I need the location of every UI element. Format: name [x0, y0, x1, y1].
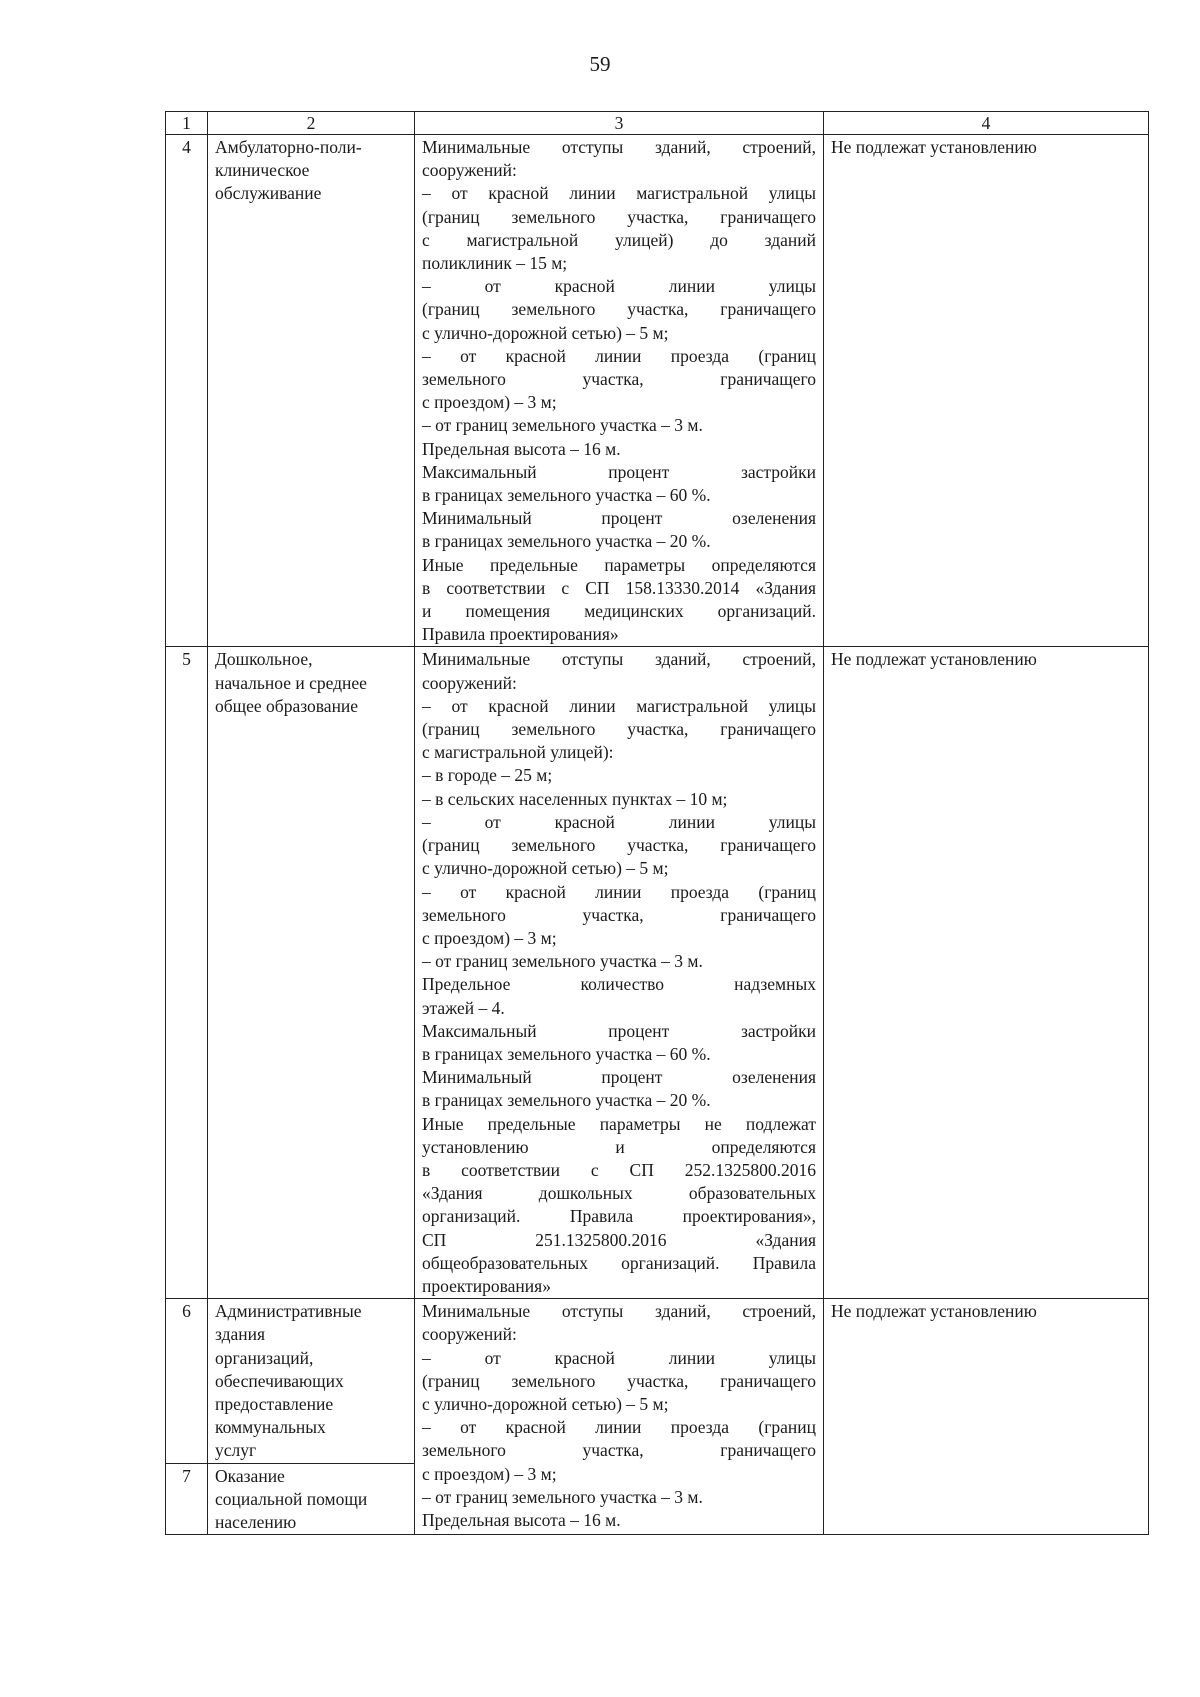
cell-line: – от красной линии проезда (границ [422, 345, 816, 366]
cell-line: Минимальные отступы зданий, строений, [422, 1301, 816, 1322]
cell-line: с улично-дорожной сетью) – 5 м; [422, 322, 669, 343]
cell-line: с магистральной улицей) до зданий [422, 229, 816, 250]
cell-line: с проездом) – 3 м; [422, 927, 557, 948]
cell-line: земельного участка, граничащего [422, 369, 816, 390]
other-limits: Не подлежат установлению [824, 1299, 1149, 1535]
row-number: 6 [166, 1299, 208, 1463]
cell-line: этажей – 4. [422, 997, 505, 1018]
cell-line: начальное и среднее [215, 672, 367, 693]
cell-line: в границах земельного участка – 60 %. [422, 485, 711, 506]
cell-line: здания [215, 1324, 266, 1345]
cell-line: – от границ земельного участка – 3 м. [422, 415, 703, 436]
row-number: 5 [166, 647, 208, 1299]
other-limits: Не подлежат установлению [824, 647, 1149, 1299]
header-col-2: 2 [208, 112, 415, 135]
row-number: 4 [166, 135, 208, 647]
cell-line: организаций, [215, 1347, 314, 1368]
cell-line: – от красной линии улицы [422, 1347, 816, 1368]
cell-line: Иные предельные параметры определяются [422, 554, 816, 575]
cell-line: Правила проектирования» [422, 624, 619, 645]
cell-line: Амбулаторно-поли- [215, 137, 362, 157]
cell-line: (границ земельного участка, граничащего [422, 835, 816, 856]
cell-line: населению [215, 1511, 297, 1532]
header-row [166, 112, 1149, 135]
limit-parameters [415, 1299, 824, 1535]
limit-parameters [415, 647, 824, 1299]
cell-line: Минимальные отступы зданий, строений, [422, 137, 816, 157]
page-number: 59 [589, 52, 611, 76]
cell-line: Предельная высота – 16 м. [422, 438, 621, 459]
cell-line: с проездом) – 3 м; [422, 1463, 557, 1484]
use-type-name [208, 1463, 415, 1535]
cell-line: (границ земельного участка, граничащего [422, 1370, 816, 1391]
row-number: 7 [166, 1463, 208, 1535]
cell-line: поликлиник – 15 м; [422, 253, 568, 274]
cell-line: социальной помощи [215, 1488, 368, 1509]
cell-line: сооружений: [422, 1324, 517, 1345]
regulations-table [165, 111, 1149, 1535]
use-type-name [208, 647, 415, 1299]
cell-line: (границ земельного участка, граничащего [422, 299, 816, 320]
cell-line: общее образование [215, 695, 359, 716]
cell-line: общеобразовательных организаций. Правила [422, 1252, 816, 1273]
cell-line: обслуживание [215, 183, 322, 204]
cell-line: – от красной линии улицы [422, 276, 816, 297]
cell-line: Оказание [215, 1465, 285, 1486]
header-col-4: 4 [824, 112, 1149, 135]
cell-line: – от красной линии магистральной улицы [422, 183, 816, 204]
cell-line: предоставление [215, 1393, 334, 1414]
limit-parameters [415, 135, 824, 647]
cell-line: – от красной линии проезда (границ [422, 1417, 816, 1438]
cell-line: с проездом) – 3 м; [422, 392, 557, 413]
cell-line: установлению и определяются [422, 1136, 816, 1157]
cell-line: Минимальный процент озеленения [422, 1067, 816, 1088]
cell-line: и помещения медицинских организаций. [422, 601, 816, 622]
cell-line: Административные [215, 1301, 362, 1322]
use-type-name [208, 1299, 415, 1463]
cell-line: – в сельских населенных пунктах – 10 м; [422, 788, 728, 809]
cell-line: обеспечивающих [215, 1370, 344, 1391]
cell-line: – в городе – 25 м; [422, 765, 553, 786]
cell-line: – от границ земельного участка – 3 м. [422, 951, 703, 972]
cell-line: коммунальных [215, 1417, 326, 1438]
cell-line: Предельная высота – 16 м. [422, 1509, 621, 1530]
other-limits: Не подлежат установлению [824, 135, 1149, 647]
cell-line: в границах земельного участка – 60 %. [422, 1043, 711, 1064]
use-type-name [208, 135, 415, 647]
cell-line: (границ земельного участка, граничащего [422, 719, 816, 740]
cell-line: с магистральной улицей): [422, 742, 614, 763]
header-col-1: 1 [166, 112, 208, 135]
cell-line: сооружений: [422, 160, 517, 181]
cell-line: (границ земельного участка, граничащего [422, 206, 816, 227]
cell-line: земельного участка, граничащего [422, 1440, 816, 1461]
cell-line: с улично-дорожной сетью) – 5 м; [422, 1393, 669, 1414]
cell-line: в соответствии с СП 158.13330.2014 «Здания [422, 577, 816, 598]
table-row [166, 135, 1149, 647]
cell-line: проектирования» [422, 1275, 551, 1296]
cell-line: в границах земельного участка – 20 %. [422, 531, 711, 552]
cell-line: Минимальные отступы зданий, строений, [422, 649, 816, 670]
cell-line: услуг [215, 1440, 257, 1461]
cell-line: – от красной линии проезда (границ [422, 881, 816, 902]
table-row [166, 1299, 1149, 1463]
cell-line: сооружений: [422, 672, 517, 693]
cell-line: Дошкольное, [215, 649, 313, 670]
cell-line: Предельное количество надземных [422, 974, 816, 995]
cell-line: – от границ земельного участка – 3 м. [422, 1486, 703, 1507]
cell-line: «Здания дошкольных образовательных [422, 1183, 816, 1204]
cell-line: – от красной линии улицы [422, 811, 816, 832]
cell-line: с улично-дорожной сетью) – 5 м; [422, 858, 669, 879]
cell-line: земельного участка, граничащего [422, 904, 816, 925]
header-col-3: 3 [415, 112, 824, 135]
cell-line: в соответствии с СП 252.1325800.2016 [422, 1159, 816, 1180]
cell-line: клиническое [215, 160, 310, 181]
cell-line: Максимальный процент застройки [422, 1020, 816, 1041]
cell-line: – от красной линии магистральной улицы [422, 695, 816, 716]
cell-line: СП 251.1325800.2016 «Здания [422, 1229, 816, 1250]
cell-line: Минимальный процент озеленения [422, 508, 816, 529]
cell-line: Максимальный процент застройки [422, 461, 816, 482]
cell-line: Иные предельные параметры не подлежат [422, 1113, 816, 1134]
table-row [166, 647, 1149, 1299]
cell-line: в границах земельного участка – 20 %. [422, 1090, 711, 1111]
cell-line: организаций. Правила проектирования», [422, 1206, 816, 1227]
